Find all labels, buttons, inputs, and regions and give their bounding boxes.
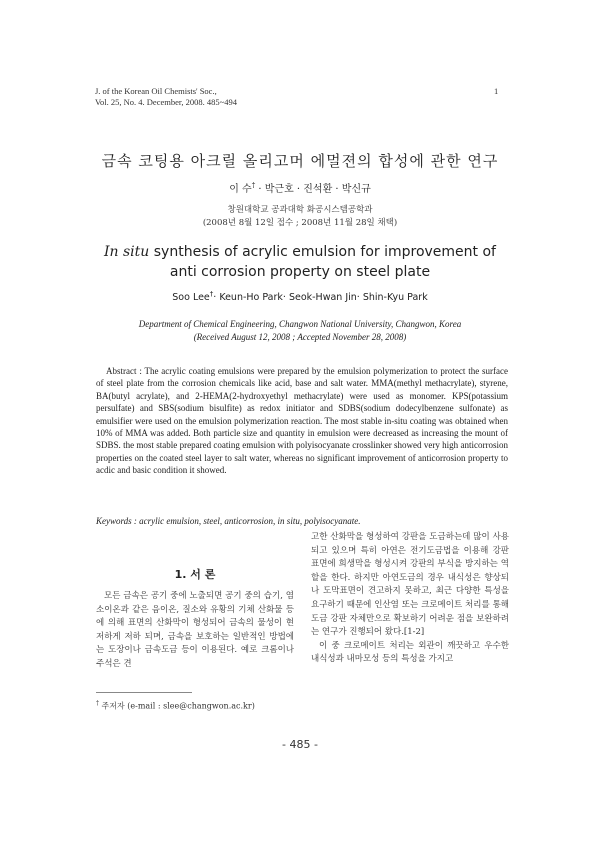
- english-title-line2: anti corrosion property on steel plate: [169, 264, 431, 280]
- english-affiliation: [0, 318, 600, 344]
- english-title-line1: synthesis of acrylic emulsion for improvement of: [149, 244, 496, 260]
- footnote-divider: [96, 692, 192, 693]
- keywords: Keywords : acrylic emulsion, steel, anticorrosion, in situ, polyisocyanate.: [96, 516, 361, 526]
- abstract: [96, 365, 508, 477]
- english-received-dates: (Received August 12, 2008 ; Accepted November 28, 2008): [193, 332, 407, 342]
- korean-other-authors: · 박근호 · 진석환 · 박신규: [255, 184, 371, 195]
- right-column: [311, 531, 509, 667]
- korean-authors: [0, 180, 600, 195]
- english-affiliation-dept: Department of Chemical Engineering, Changwon National University, Changwon, Korea: [138, 319, 462, 329]
- corresponding-author-mark: †: [251, 181, 256, 190]
- english-other-authors: · Keun-Ho Park· Seok-Hwan Jin· Shin-Kyu Park: [213, 292, 428, 304]
- english-authors: [0, 290, 600, 303]
- korean-title: 금속 코팅용 아크릴 올리고머 에멀젼의 합성에 관한 연구: [101, 152, 499, 170]
- english-title-italic: In situ: [104, 244, 150, 260]
- footnote: [96, 700, 255, 712]
- footnote-mark: †: [96, 700, 99, 707]
- journal-citation: [95, 86, 237, 108]
- header-page-number: 1: [494, 86, 499, 96]
- right-column-paragraph-2: 이 중 크로메이트 처리는 외관이 깨끗하고 우수한 내식성과 내마모성 등의 특성을 가지고: [311, 640, 509, 665]
- abstract-text: : The acrylic coating emulsions were prepared by the emulsion polymerization to protect the surface of steel plate from the corrosion chemicals like acid, base and salt water. MMA(methyl methacrylate), styrene, BA(butyl acrylate), and 2-HEMA(2-hydroxyethyl methacrylate) were used as monomer. KPS(potassium persulfate) and SBS(sodium bisulfite) as redox initiator and SDBS(sodium dodecylbenzene sulfonate) as emulsifier were used on the emulsion polymerization reaction. The most stable in-situ coating was obtained when 10% of MMA was added. Both particle size and quantity in emulsion were decreased as increasing the mount of SDBS. the most stable prepared coating emulsion with polyisocyanate crosslinker showed very high anticorrosion properties on the coated steel layer to salt water, whereas no significant improvement of anticorrosion property to acdic and basic condition it showed.: [96, 366, 508, 476]
- left-column: [96, 590, 294, 672]
- abstract-label: Abstract: [106, 366, 137, 376]
- english-first-author: Soo Lee: [172, 292, 210, 304]
- section-heading-introduction: 1. 서 론: [174, 568, 216, 581]
- korean-affiliation: [0, 204, 600, 230]
- footnote-text: 주저자 (e-mail : slee@changwon.ac.kr): [99, 701, 255, 711]
- journal-line-2: Vol. 25, No. 4. December, 2008. 485~494: [95, 97, 237, 107]
- korean-first-author: 이 수: [229, 184, 252, 195]
- korean-affiliation-dept: 창원대학교 공과대학 화공시스템공학과: [227, 205, 373, 215]
- journal-line-1: J. of the Korean Oil Chemists' Soc.,: [95, 86, 217, 96]
- english-corresponding-mark: †: [209, 290, 214, 298]
- page-footer-number: - 485 -: [282, 738, 318, 751]
- english-title: [0, 242, 600, 282]
- korean-received-dates: (2008년 8월 12일 접수 ; 2008년 11월 28일 채택): [202, 218, 398, 228]
- right-column-paragraph-1: 고한 산화막을 형성하여 강판을 도금하는데 많이 사용되고 있으며 특히 아연은 전기도금법을 이용해 강판 표면에 희생막을 형성시켜 강판의 부식을 방지하는 역할을 한다. 하지만 아연도금의 경우 내식성은 향상되나 도막표면이 견고하지 못하고, 최근 다양한 특성을 요구하기 때문에 인산염 또는 크로메이트 처리를 통해 도금 강판 자체만으로 확보하기 어려운 점을 보완하려는 연구가 진행되어 왔다.[1-2]: [311, 532, 509, 638]
- left-column-paragraph: 모든 금속은 공기 중에 노출되면 공기 중의 습기, 염소이온과 같은 음이온, 질소와 유황의 기체 산화물 등에 의해 표면의 산화막이 형성되어 금속의 물성이 현저하게 저하 되며, 금속을 보호하는 일반적인 방법에는 도장이나 금속도금 등이 이용된다. 예로 크롬이나 주석은 견: [96, 591, 294, 669]
